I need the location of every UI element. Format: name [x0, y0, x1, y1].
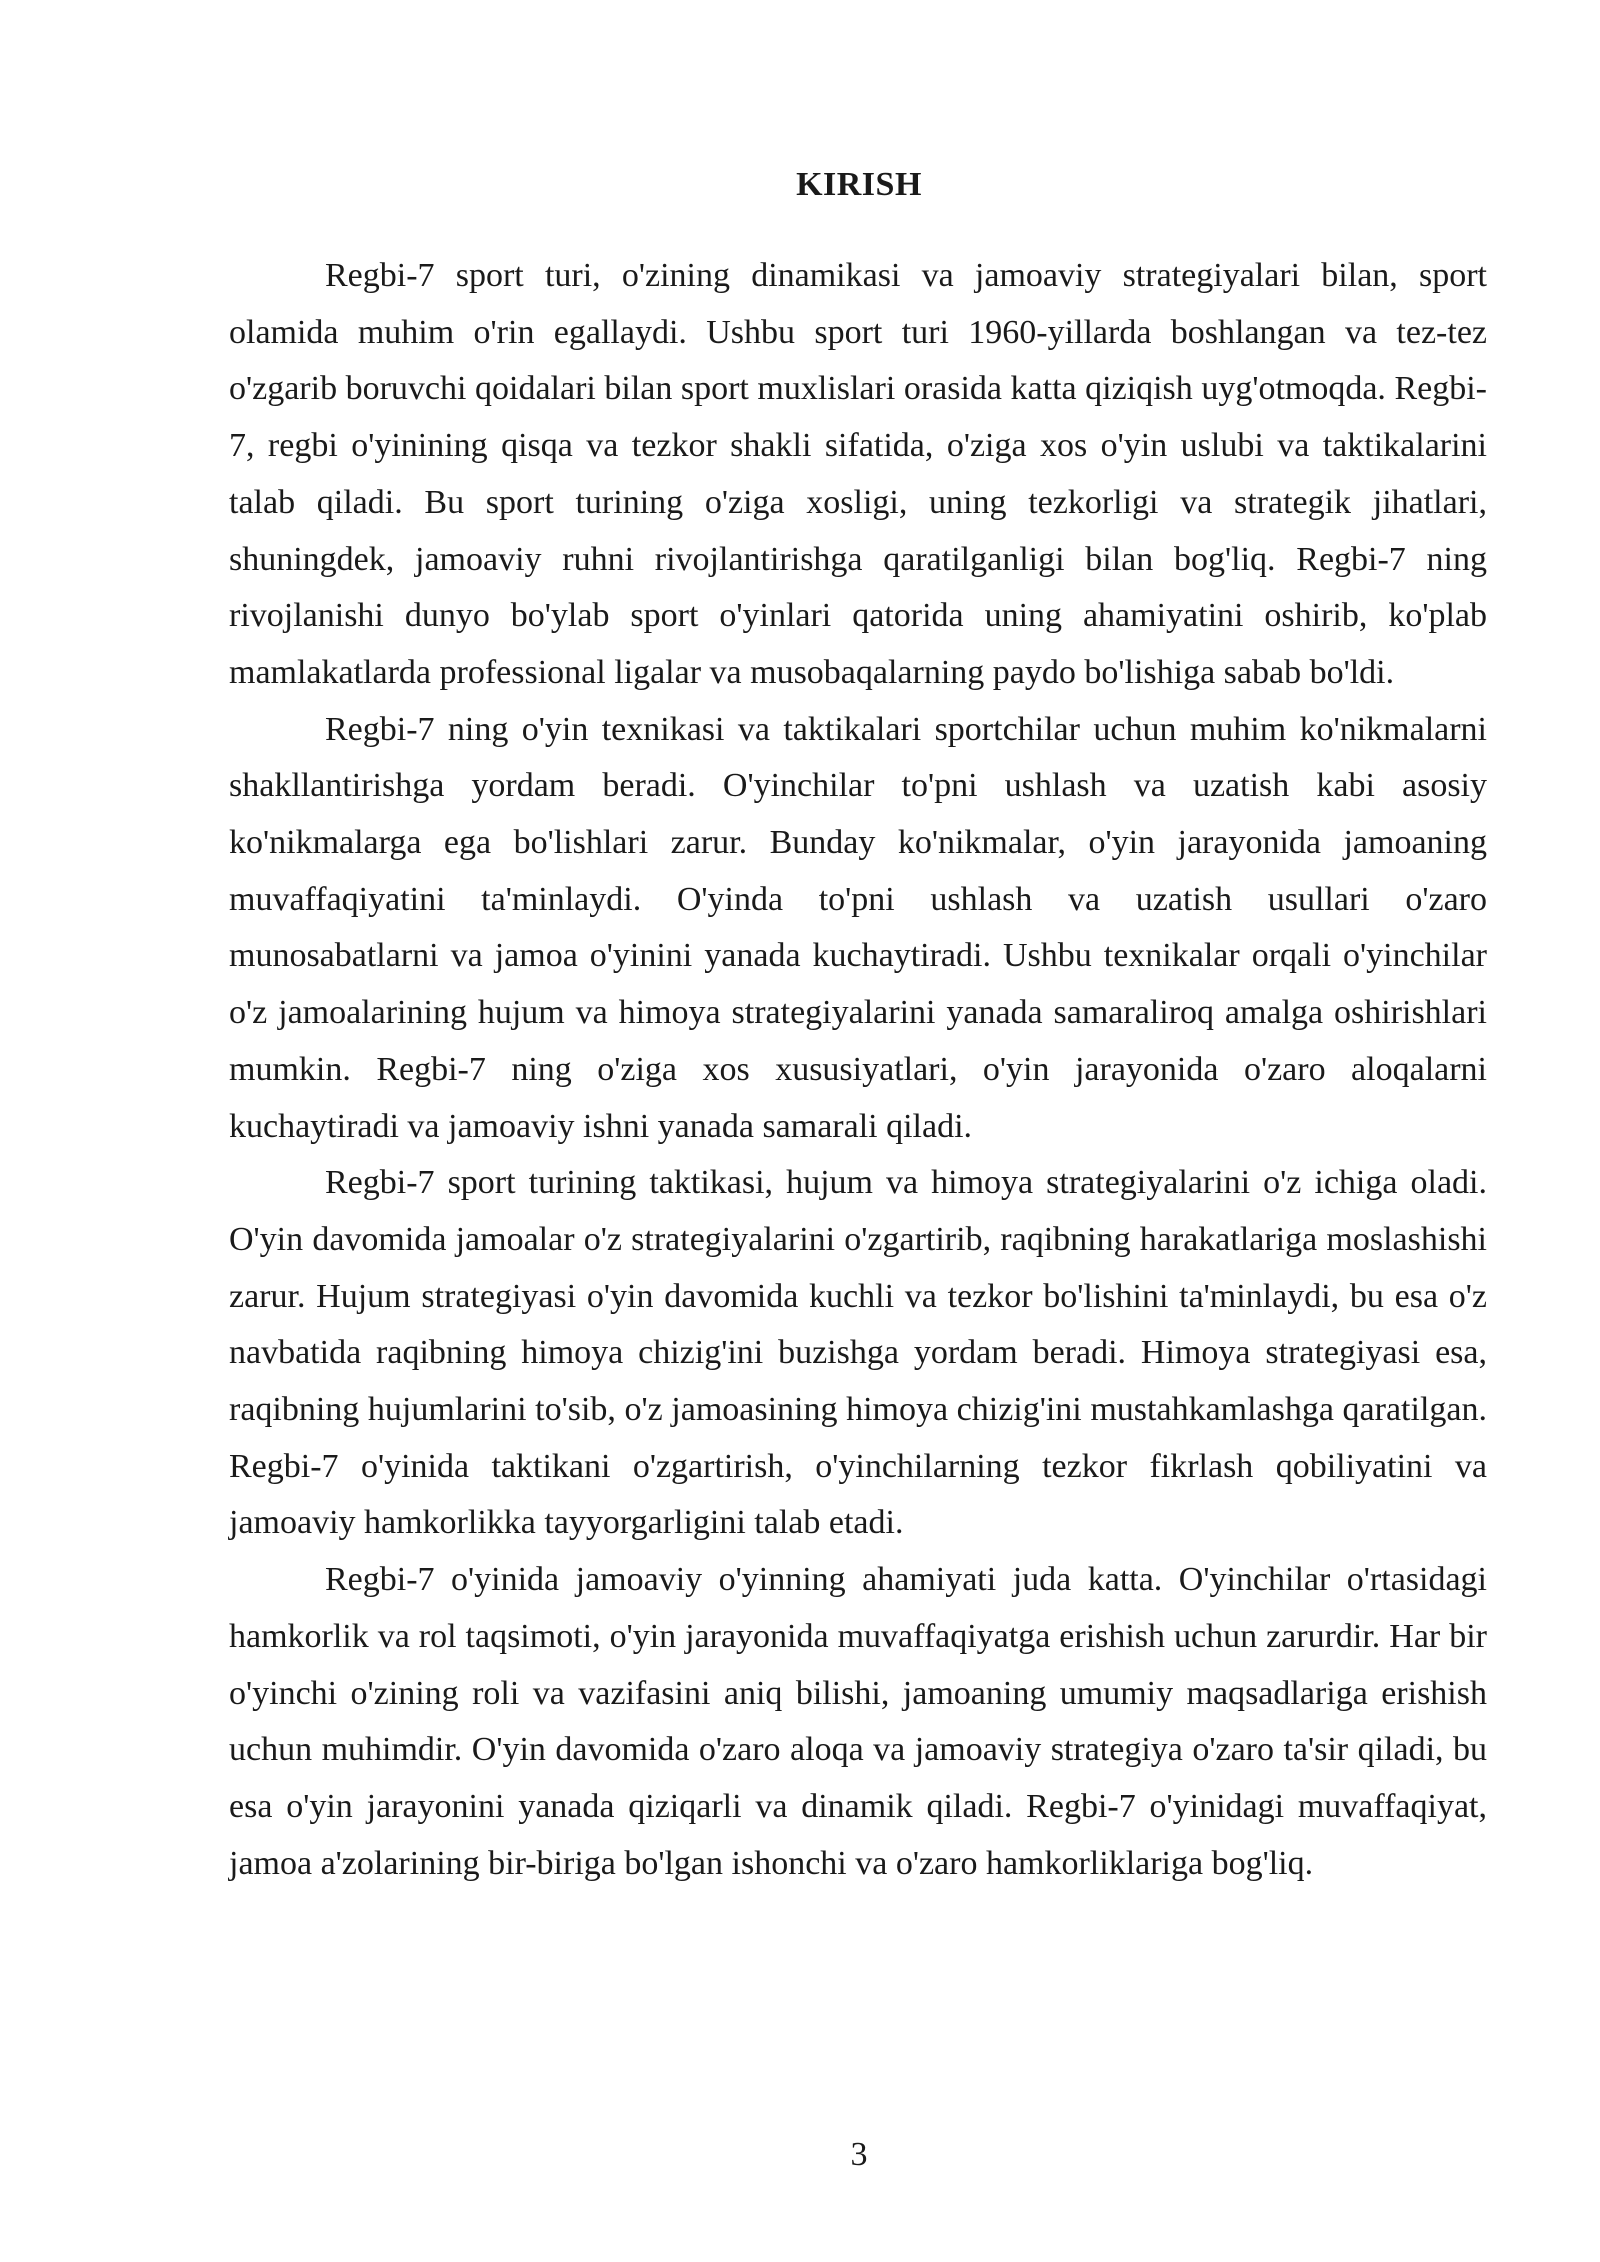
paragraph: Regbi-7 ning o'yin texnikasi va taktikalari sportchilar uchun muhim ko'nikmalarni shakllantirishga yordam beradi. O'yinchilar to'pni ushlash va uzatish kabi asosiy ko'nikmalarga ega bo'lishlari zarur. Bunday ko'nikmalar, o'yin jarayonida jamoaning muvaffaqiyatini ta'minlaydi. O'yinda to'pni ushlash va uzatish usullari o'zaro munosabatlarni va jamoa o'yinini yanada kuchaytiradi. Ushbu texnikalar orqali o'yinchilar o'z jamoalarining hujum va himoya strategiyalarini yanada samaraliroq amalga oshirishlari mumkin. Regbi-7 ning o'ziga xos xususiyatlari, o'yin jarayonida o'zaro aloqalarni kuchaytiradi va jamoaviy ishni yanada samarali qiladi.	[229, 710, 1487, 1145]
paragraph: Regbi-7 o'yinida jamoaviy o'yinning ahamiyati juda katta. O'yinchilar o'rtasidagi hamkorlik va rol taqsimoti, o'yin jarayonida muvaffaqiyatga erishish uchun zarurdir. Har bir o'yinchi o'zining roli va vazifasini aniq bilishi, jamoaning umumiy maqsadlariga erishish uchun muhimdir. O'yin davomida o'zaro aloqa va jamoaviy strategiya o'zaro ta'sir qiladi, bu esa o'yin jarayonini yanada qiziqarli va dinamik qiladi. Regbi-7 o'yinidagi muvaffaqiyat, jamoa a'zolarining bir-biriga bo'lgan ishonchi va o'zaro hamkorliklariga bog'liq.	[229, 1561, 1487, 1882]
page-number: 3	[850, 2136, 868, 2173]
page-title: KIRISH	[796, 166, 922, 203]
paragraph: Regbi-7 sport turi, o'zining dinamikasi va jamoaviy strategiyalari bilan, sport olamida muhim o'rin egallaydi. Ushbu sport turi 1960-yillarda boshlangan va tez-tez o'zgarib boruvchi qoidalari bilan sport muxlislari orasida katta qiziqish uyg'otmoqda. Regbi-7, regbi o'yinining qisqa va tezkor shakli sifatida, o'ziga xos o'yin uslubi va taktikalarini talab qiladi. Bu sport turining o'ziga xosligi, uning tezkorligi va strategik jihatlari, shuningdek, jamoaviy ruhni rivojlantirishga qaratilganligi bilan bog'liq. Regbi-7 ning rivojlanishi dunyo bo'ylab sport o'yinlari qatorida uning ahamiyatini oshirib, ko'plab mamlakatlarda professional ligalar va musobaqalarning paydo bo'lishiga sabab bo'ldi.	[229, 257, 1487, 691]
paragraph: Regbi-7 sport turining taktikasi, hujum va himoya strategiyalarini o'z ichiga oladi. O'yin davomida jamoalar o'z strategiyalarini o'zgartirib, raqibning harakatlariga moslashishi zarur. Hujum strategiyasi o'yin davomida kuchli va tezkor bo'lishini ta'minlaydi, bu esa o'z navbatida raqibning himoya chizig'ini buzishga yordam beradi. Himoya strategiyasi esa, raqibning hujumlarini to'sib, o'z jamoasining himoya chizig'ini mustahkamlashga qaratilgan. Regbi-7 o'yinida taktikani o'zgartirish, o'yinchilarning tezkor fikrlash qobiliyatini va jamoaviy hamkorlikka tayyorgarligini talab etadi.	[229, 1164, 1487, 1542]
document-body	[229, 248, 1487, 1892]
